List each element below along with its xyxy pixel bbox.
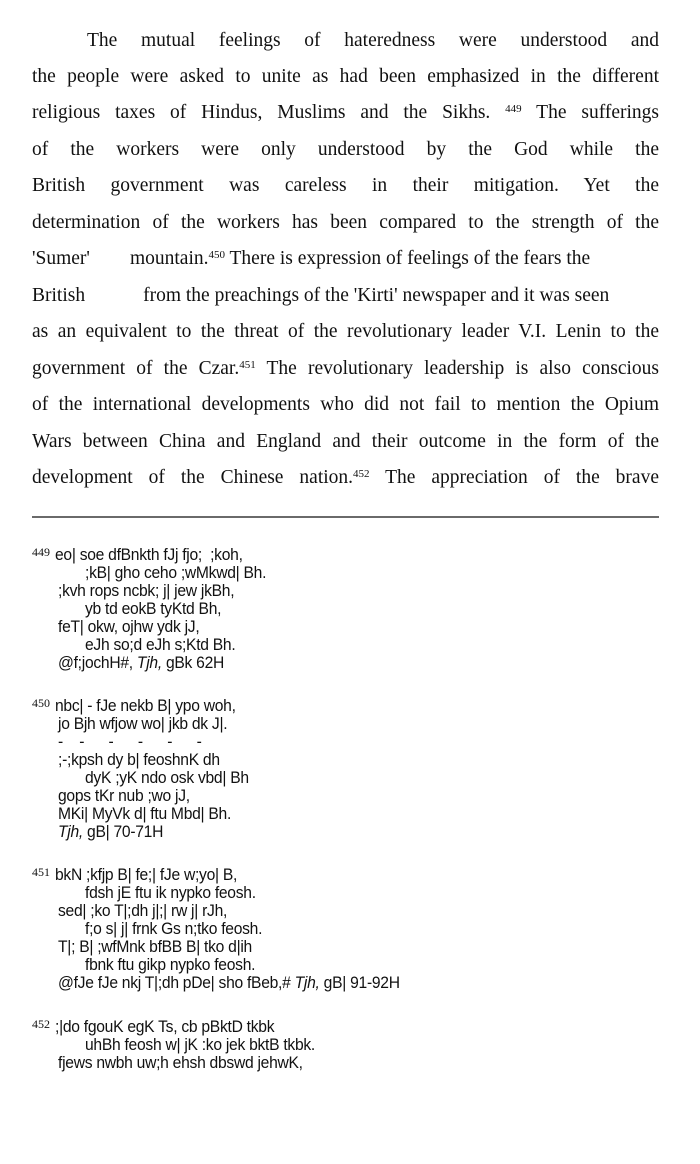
footnote-line: eJh so;d eJh s;Ktd Bh. (85, 635, 236, 654)
footnote-ref[interactable]: 451 (239, 359, 256, 371)
body-text: from the preachings of the 'Kirti' newspaper and it was seen (143, 285, 610, 306)
body-line (32, 247, 659, 271)
footnote-separator (32, 516, 659, 518)
body-line: determination of the workers has been compared to the strength of the (32, 212, 659, 233)
footnote-line: ;-;kpsh dy b| feoshnK dh (58, 750, 220, 769)
footnote-ref[interactable]: 449 (505, 103, 522, 115)
body-text: religious taxes of Hindus, Muslims and the Sikhs. (32, 102, 506, 123)
body-text: British (32, 285, 86, 306)
footnote-line: uhBh feosh w| jK :ko jek bktB tkbk. (85, 1035, 315, 1054)
footnote-line: f;o s| j| frnk Gs n;tko feosh. (85, 919, 263, 938)
footnote-line: fbnk ftu gikp nypko feosh. (85, 955, 256, 974)
body-text: development of the Chinese nation. (32, 467, 354, 488)
body-line: The mutual feelings of hateredness were understood and (87, 30, 659, 51)
body-line: Wars between China and England and their outcome in the form of the (32, 431, 659, 452)
footnote-line (58, 823, 163, 841)
footnote-line (58, 654, 224, 672)
body-line (32, 466, 659, 490)
body-line: British government was careless in their mitigation. Yet the (32, 175, 659, 196)
body-line (32, 284, 659, 308)
citation-text: @f;jochH#, (58, 653, 137, 672)
body-text: mountain. (129, 248, 209, 269)
footnote-line: MKi| MyVk d| ftu Mbd| Bh. (58, 804, 232, 823)
footnote-number: 449 (32, 545, 50, 559)
body-line: of the workers were only understood by the God while the (32, 139, 659, 160)
footnote-line: ;|do fgouK egK Ts, cb pBktD tkbk (55, 1017, 275, 1036)
footnote-line: fdsh jE ftu ik nypko feosh. (85, 883, 256, 902)
footnote-line: fjews nwbh uw;h ehsh dbswd jehwK, (58, 1053, 303, 1072)
footnote-number: 451 (32, 865, 50, 879)
footnote-line: ;kB| gho ceho ;wMkwd| Bh. (85, 563, 267, 582)
footnote-line: gops tKr nub ;wo jJ, (58, 786, 190, 805)
footnote-ref[interactable]: 450 (208, 249, 225, 261)
footnote-line: jo Bjh wfjow wo| jkb dk J|. (58, 714, 228, 733)
citation-source: Tjh, (58, 822, 83, 841)
body-line (32, 101, 659, 125)
body-text: government of the Czar. (32, 358, 240, 379)
footnote-line: yb td eokB tyKtd Bh, (85, 599, 222, 618)
body-line: as an equivalent to the threat of the revolutionary leader V.I. Lenin to the (32, 321, 659, 342)
body-text: There is expression of feelings of the fears the (225, 248, 591, 269)
footnote-line: sed| ;ko T|;dh j|;| rw j| rJh, (58, 901, 228, 920)
citation-source: Tjh, (136, 653, 162, 672)
citation-text: @fJe fJe nkj T|;dh pDe| sho fBeb,# (58, 973, 295, 992)
footnote-line: feT| okw, ojhw ydk jJ, (58, 617, 200, 636)
body-text: The appreciation of the brave (369, 467, 659, 488)
footnote-number: 452 (32, 1017, 50, 1031)
footnote-line: ;kvh rops ncbk; j| jew jkBh, (58, 581, 235, 600)
footnote-number: 450 (32, 696, 50, 710)
footnote-line: nbc| - fJe nekb B| ypo woh, (55, 696, 236, 715)
footnote-line: eo| soe dfBnkth fJj fjo; ;koh, (55, 545, 243, 564)
body-line: of the international developments who did not fail to mention the Opium (32, 394, 659, 415)
citation-source: Tjh, (294, 973, 320, 992)
citation-page: gB| 91-92H (319, 973, 400, 992)
body-text: 'Sumer' (32, 248, 90, 269)
citation-page: gBk 62H (161, 653, 225, 672)
body-line (32, 357, 659, 381)
footnote-line (58, 974, 400, 992)
footnote-line: - - - - - - (58, 732, 202, 751)
body-line: the people were asked to unite as had been emphasized in the different (32, 66, 659, 87)
citation-page: gB| 70-71H (82, 822, 164, 841)
footnote-line: dyK ;yK ndo osk vbd| Bh (85, 768, 249, 787)
body-text: The sufferings (521, 102, 659, 123)
footnote-line: T|; B| ;wfMnk bfBB B| tko d|ih (58, 937, 252, 956)
body-text: The revolutionary leadership is also conscious (255, 358, 659, 379)
footnote-ref[interactable]: 452 (353, 468, 370, 480)
footnote-line: bkN ;kfjp B| fe;| fJe w;yo| B, (55, 865, 238, 884)
